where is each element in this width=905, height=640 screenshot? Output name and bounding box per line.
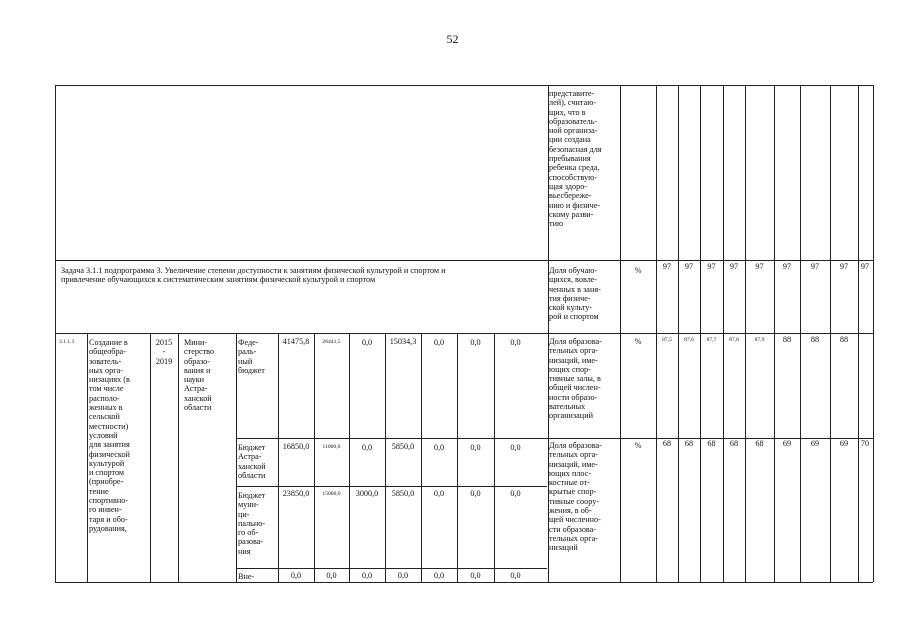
grid-line-v — [800, 85, 801, 582]
funding-year-4: 0,0 — [433, 338, 445, 347]
funding-source: Феде- раль- ный бюджет — [238, 338, 265, 375]
funding-year-1: 26441,5 — [322, 339, 341, 345]
page-number: 52 — [446, 32, 459, 46]
top-indicator-text: представите- лей), считаю- щих, что в образователь- ной организа- ции создана безопасная для пребывания ребенка среда, способствую- щая здоро- вьесбереже- нию и физиче- скому разви- тию — [549, 89, 602, 229]
funding-year-3: 15034,3 — [389, 337, 417, 346]
funding-year-5: 0,0 — [470, 489, 481, 498]
grid-line-v — [745, 85, 746, 582]
funding-total: 41475,8 — [282, 337, 310, 346]
task-value: 97 — [860, 262, 870, 271]
task-value: 97 — [755, 262, 764, 271]
grid-line-v — [349, 333, 350, 582]
funding-year-3: 5850,0 — [391, 442, 415, 451]
indicator-2-value: 70 — [860, 439, 870, 448]
grid-line-v — [314, 333, 315, 582]
indicator-1-value: 87,5 — [662, 337, 672, 343]
funding-year-6: 0,0 — [510, 338, 521, 347]
grid-line-h — [55, 582, 873, 583]
grid-line-v — [457, 333, 458, 582]
indicator-2-value: 68 — [707, 439, 716, 448]
grid-line-v — [55, 85, 56, 582]
indicator-1-value: 88 — [810, 335, 820, 344]
grid-line-v — [656, 85, 657, 582]
indicator-1-value: 88 — [839, 335, 849, 344]
grid-line-v — [236, 333, 237, 582]
funding-year-1: 0,0 — [326, 571, 337, 580]
grid-line-h — [236, 568, 547, 569]
grid-line-v — [620, 85, 621, 582]
task-unit: % — [634, 266, 642, 275]
funding-total: 23850,0 — [282, 489, 310, 498]
funding-year-1: 15000,0 — [322, 491, 341, 497]
task-indicator-text: Доля обучаю- щихся, вовле- ченных в заня- тия физиче- ской культу- рой и спортом — [549, 266, 601, 322]
task-value: 97 — [810, 262, 820, 271]
indicator-2-unit: % — [634, 441, 642, 450]
funding-year-4: 0,0 — [433, 571, 445, 580]
funding-year-4: 0,0 — [433, 489, 445, 498]
funding-year-2: 0,0 — [361, 443, 373, 452]
funding-year-1: 11000,0 — [322, 444, 341, 450]
funding-year-6: 0,0 — [510, 489, 521, 498]
task-value: 97 — [662, 262, 672, 271]
task-title: Задача 3.1.1 подпрограмма 3. Увеличение степени доступности к занятиям физической культурой и спортом и привлечение обучающихся к систематическим занятиям физической культурой и спортом — [61, 266, 446, 285]
activity-name: Создание в общеобра- зователь- ных орга- низациях (в том числе располо- женных в сельской местности) условий для занятия физической культурой и спортом (приобре- тение спортивно- го инвен- таря и обо- рудования, — [89, 338, 130, 533]
indicator-2-value: 68 — [729, 439, 739, 448]
indicator-2-value: 69 — [782, 439, 792, 448]
grid-line-v — [421, 333, 422, 582]
grid-line-v — [87, 333, 88, 582]
task-value: 97 — [684, 262, 694, 271]
funding-year-2: 0,0 — [361, 571, 373, 580]
funding-year-2: 0,0 — [361, 338, 373, 347]
indicator-1-value: 87,6 — [684, 337, 694, 343]
indicator-1-value: 87,8 — [729, 337, 739, 343]
funding-year-6: 0,0 — [510, 571, 521, 580]
funding-source: Бюджет муни- ци- пально- го об- разова- ния — [238, 491, 266, 556]
grid-line-h — [236, 486, 547, 487]
indicator-2-text: Доля образова- тельных орга- низаций, име- ющих плос- костные от- крытые спор- тивные соору- жения, в об- щей численно- сти образова- тельных орга- низаций — [549, 441, 602, 553]
grid-line-v — [774, 85, 775, 582]
indicator-1-value: 88 — [782, 335, 792, 344]
funding-year-3: 5850,0 — [391, 489, 415, 498]
indicator-2-value: 69 — [810, 439, 820, 448]
funding-source: Бюджет Астра- ханской области — [238, 443, 266, 480]
grid-line-v — [178, 333, 179, 582]
funding-year-5: 0,0 — [470, 443, 481, 452]
funding-year-5: 0,0 — [470, 571, 481, 580]
task-value: 97 — [782, 262, 792, 271]
grid-line-v — [494, 333, 495, 582]
activity-executor: Мини- стерство образо- вания и науки Астра- ханской области — [184, 338, 215, 413]
activity-period: 2015 - 2019 — [155, 338, 173, 366]
grid-line-h — [55, 260, 873, 261]
grid-line-v — [385, 333, 386, 582]
task-value: 97 — [839, 262, 849, 271]
activity-number: 3.1.1.1 — [59, 339, 75, 345]
indicator-2-value: 68 — [684, 439, 694, 448]
funding-year-2: 3000,0 — [355, 489, 379, 498]
funding-year-5: 0,0 — [470, 338, 481, 347]
funding-year-6: 0,0 — [510, 443, 521, 452]
indicator-1-unit: % — [634, 337, 642, 346]
funding-total: 16850,0 — [282, 442, 310, 451]
task-value: 97 — [707, 262, 716, 271]
grid-line-v — [858, 85, 859, 582]
funding-source: Вне- — [238, 572, 255, 581]
grid-line-v — [678, 85, 679, 582]
indicator-2-value: 68 — [662, 439, 672, 448]
grid-line-v — [873, 85, 874, 582]
indicator-1-value: 87,9 — [754, 337, 765, 343]
grid-line-v — [150, 333, 151, 582]
funding-year-3: 0,0 — [397, 571, 409, 580]
indicator-1-text: Доля образова- тельных орга- низаций, име- ющих спор- тивные залы, в общей числен- ности образо- вательных организаций — [549, 337, 602, 421]
indicator-1-value: 87,7 — [706, 337, 717, 343]
grid-line-v — [830, 85, 831, 582]
indicator-2-value: 68 — [755, 439, 764, 448]
grid-line-h — [55, 85, 873, 86]
grid-line-v — [700, 85, 701, 582]
indicator-2-value: 69 — [839, 439, 849, 448]
grid-line-v — [723, 85, 724, 582]
funding-year-4: 0,0 — [433, 443, 445, 452]
funding-total: 0,0 — [290, 571, 302, 580]
task-value: 97 — [729, 262, 739, 271]
